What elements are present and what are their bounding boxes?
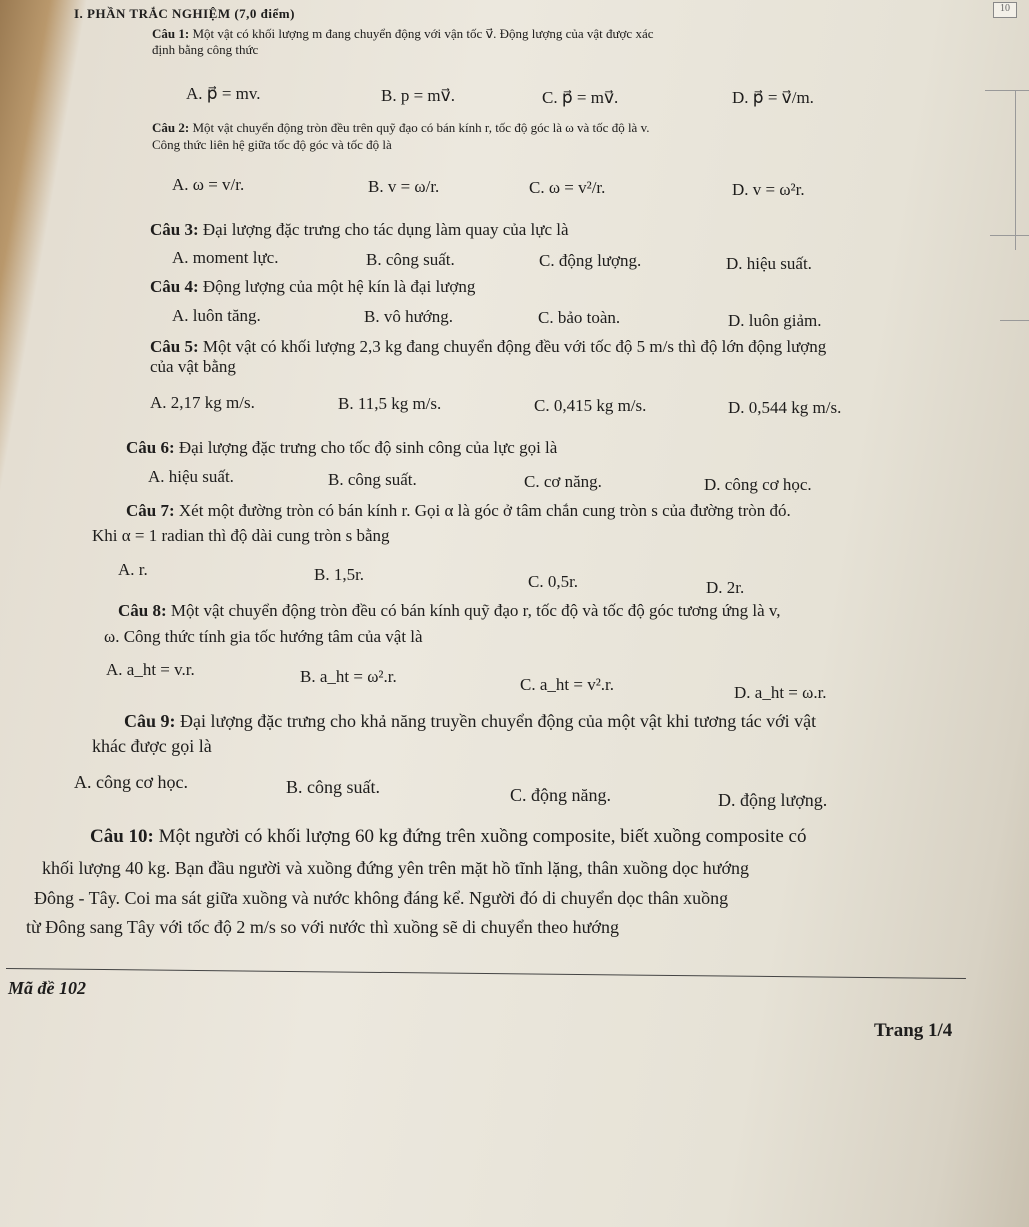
- q7-option-a[interactable]: A. r.: [118, 560, 148, 579]
- adjacent-sheet-edge: [1015, 90, 1016, 250]
- q7-option-b[interactable]: B. 1,5r.: [314, 565, 365, 584]
- q8-option-c[interactable]: C. a_ht = v².r.: [520, 675, 615, 694]
- question-10: Câu 10: Một người có khối lượng 60 kg đứng trên xuồng composite, biết xuồng composite có: [90, 826, 807, 847]
- footer-divider: [6, 968, 966, 979]
- q4-option-a[interactable]: A. luôn tăng.: [172, 306, 261, 325]
- question-2: Câu 2: Một vật chuyển động tròn đều trên quỹ đạo có bán kính r, tốc độ góc là ω và tốc độ là v.: [152, 120, 650, 135]
- question-9: Câu 9: Đại lượng đặc trưng cho khả năng truyền chuyển động của một vật khi tương tác với vật: [124, 711, 817, 731]
- q9-option-b[interactable]: B. công suất.: [286, 777, 380, 797]
- q4-option-d[interactable]: D. luôn giảm.: [728, 311, 822, 330]
- q1-option-b[interactable]: B. p = mv⃗.: [381, 86, 455, 105]
- exam-code: Mã đề 102: [8, 978, 86, 998]
- question-9-line2: khác được gọi là: [92, 736, 212, 756]
- q9-option-c[interactable]: C. động năng.: [510, 785, 611, 805]
- q8-option-a[interactable]: A. a_ht = v.r.: [106, 660, 195, 679]
- adjacent-sheet-line: [985, 90, 1029, 91]
- q3-option-a[interactable]: A. moment lực.: [172, 248, 279, 267]
- q5-option-b[interactable]: B. 11,5 kg m/s.: [338, 394, 442, 413]
- question-4: Câu 4: Động lượng của một hệ kín là đại lượng: [150, 277, 476, 296]
- q4-option-c[interactable]: C. bảo toàn.: [538, 308, 621, 327]
- q1-option-c[interactable]: C. p⃗ = mv⃗.: [542, 88, 619, 107]
- question-7-line2: Khi α = 1 radian thì độ dài cung tròn s bằng: [92, 526, 390, 545]
- q3-option-d[interactable]: D. hiệu suất.: [726, 254, 812, 273]
- question-10-line2: khối lượng 40 kg. Bạn đầu người và xuồng đứng yên trên mặt hồ tĩnh lặng, thân xuồng dọc hướng: [42, 858, 749, 878]
- section-title: I. PHẦN TRẮC NGHIỆM (7,0 điểm): [74, 6, 295, 21]
- q1-option-a[interactable]: A. p⃗ = mv.: [186, 84, 261, 103]
- q9-option-a[interactable]: A. công cơ học.: [74, 772, 188, 792]
- q8-option-b[interactable]: B. a_ht = ω².r.: [300, 667, 397, 686]
- q5-option-c[interactable]: C. 0,415 kg m/s.: [534, 396, 647, 415]
- q1-option-d[interactable]: D. p⃗ = v⃗/m.: [732, 88, 814, 107]
- question-1-line2: định bằng công thức: [152, 42, 259, 57]
- q6-option-a[interactable]: A. hiệu suất.: [148, 467, 234, 486]
- question-1: Câu 1: Một vật có khối lượng m đang chuyển động với vận tốc v⃗. Động lượng của vật được xác: [152, 26, 654, 41]
- q9-option-d[interactable]: D. động lượng.: [718, 790, 828, 810]
- adjacent-sheet-line: [990, 235, 1029, 236]
- question-3: Câu 3: Đại lượng đặc trưng cho tác dụng làm quay của lực là: [150, 220, 569, 239]
- q6-option-b[interactable]: B. công suất.: [328, 470, 417, 489]
- question-7: Câu 7: Xét một đường tròn có bán kính r. Gọi α là góc ở tâm chắn cung tròn s của đường tròn đó.: [126, 501, 791, 520]
- adjacent-sheet-line: [1000, 320, 1029, 321]
- q3-option-b[interactable]: B. công suất.: [366, 250, 455, 269]
- q2-option-d[interactable]: D. v = ω²r.: [732, 180, 805, 199]
- q2-option-a[interactable]: A. ω = v/r.: [172, 175, 245, 194]
- q6-option-d[interactable]: D. công cơ học.: [704, 475, 812, 494]
- q7-option-d[interactable]: D. 2r.: [706, 578, 745, 597]
- q2-option-b[interactable]: B. v = ω/r.: [368, 177, 440, 196]
- question-2-line2: Công thức liên hệ giữa tốc độ góc và tốc độ là: [152, 137, 392, 152]
- question-5: Câu 5: Một vật có khối lượng 2,3 kg đang chuyển động đều với tốc độ 5 m/s thì độ lớn động lượng: [150, 337, 827, 356]
- score-box: 10: [993, 2, 1017, 18]
- q5-option-a[interactable]: A. 2,17 kg m/s.: [150, 393, 255, 412]
- q5-option-d[interactable]: D. 0,544 kg m/s.: [728, 398, 842, 417]
- question-8: Câu 8: Một vật chuyển động tròn đều có bán kính quỹ đạo r, tốc độ và tốc độ góc tương ứng là v,: [118, 601, 781, 620]
- question-6: Câu 6: Đại lượng đặc trưng cho tốc độ sinh công của lực gọi là: [126, 438, 558, 457]
- q2-option-c[interactable]: C. ω = v²/r.: [529, 178, 606, 197]
- q4-option-b[interactable]: B. vô hướng.: [364, 307, 454, 326]
- question-8-line2: ω. Công thức tính gia tốc hướng tâm của vật là: [104, 627, 423, 646]
- question-5-line2: của vật bằng: [150, 357, 236, 376]
- exam-sheet: [8, 0, 994, 1227]
- question-10-line3: Đông - Tây. Coi ma sát giữa xuồng và nước không đáng kể. Người đó di chuyển dọc thân xuồng: [34, 888, 729, 908]
- page-number: Trang 1/4: [874, 1020, 953, 1041]
- question-10-line4: từ Đông sang Tây với tốc độ 2 m/s so với nước thì xuồng sẽ di chuyển theo hướng: [26, 917, 619, 937]
- q7-option-c[interactable]: C. 0,5r.: [528, 572, 579, 591]
- q3-option-c[interactable]: C. động lượng.: [539, 251, 642, 270]
- q8-option-d[interactable]: D. a_ht = ω.r.: [734, 683, 827, 702]
- q6-option-c[interactable]: C. cơ năng.: [524, 472, 602, 491]
